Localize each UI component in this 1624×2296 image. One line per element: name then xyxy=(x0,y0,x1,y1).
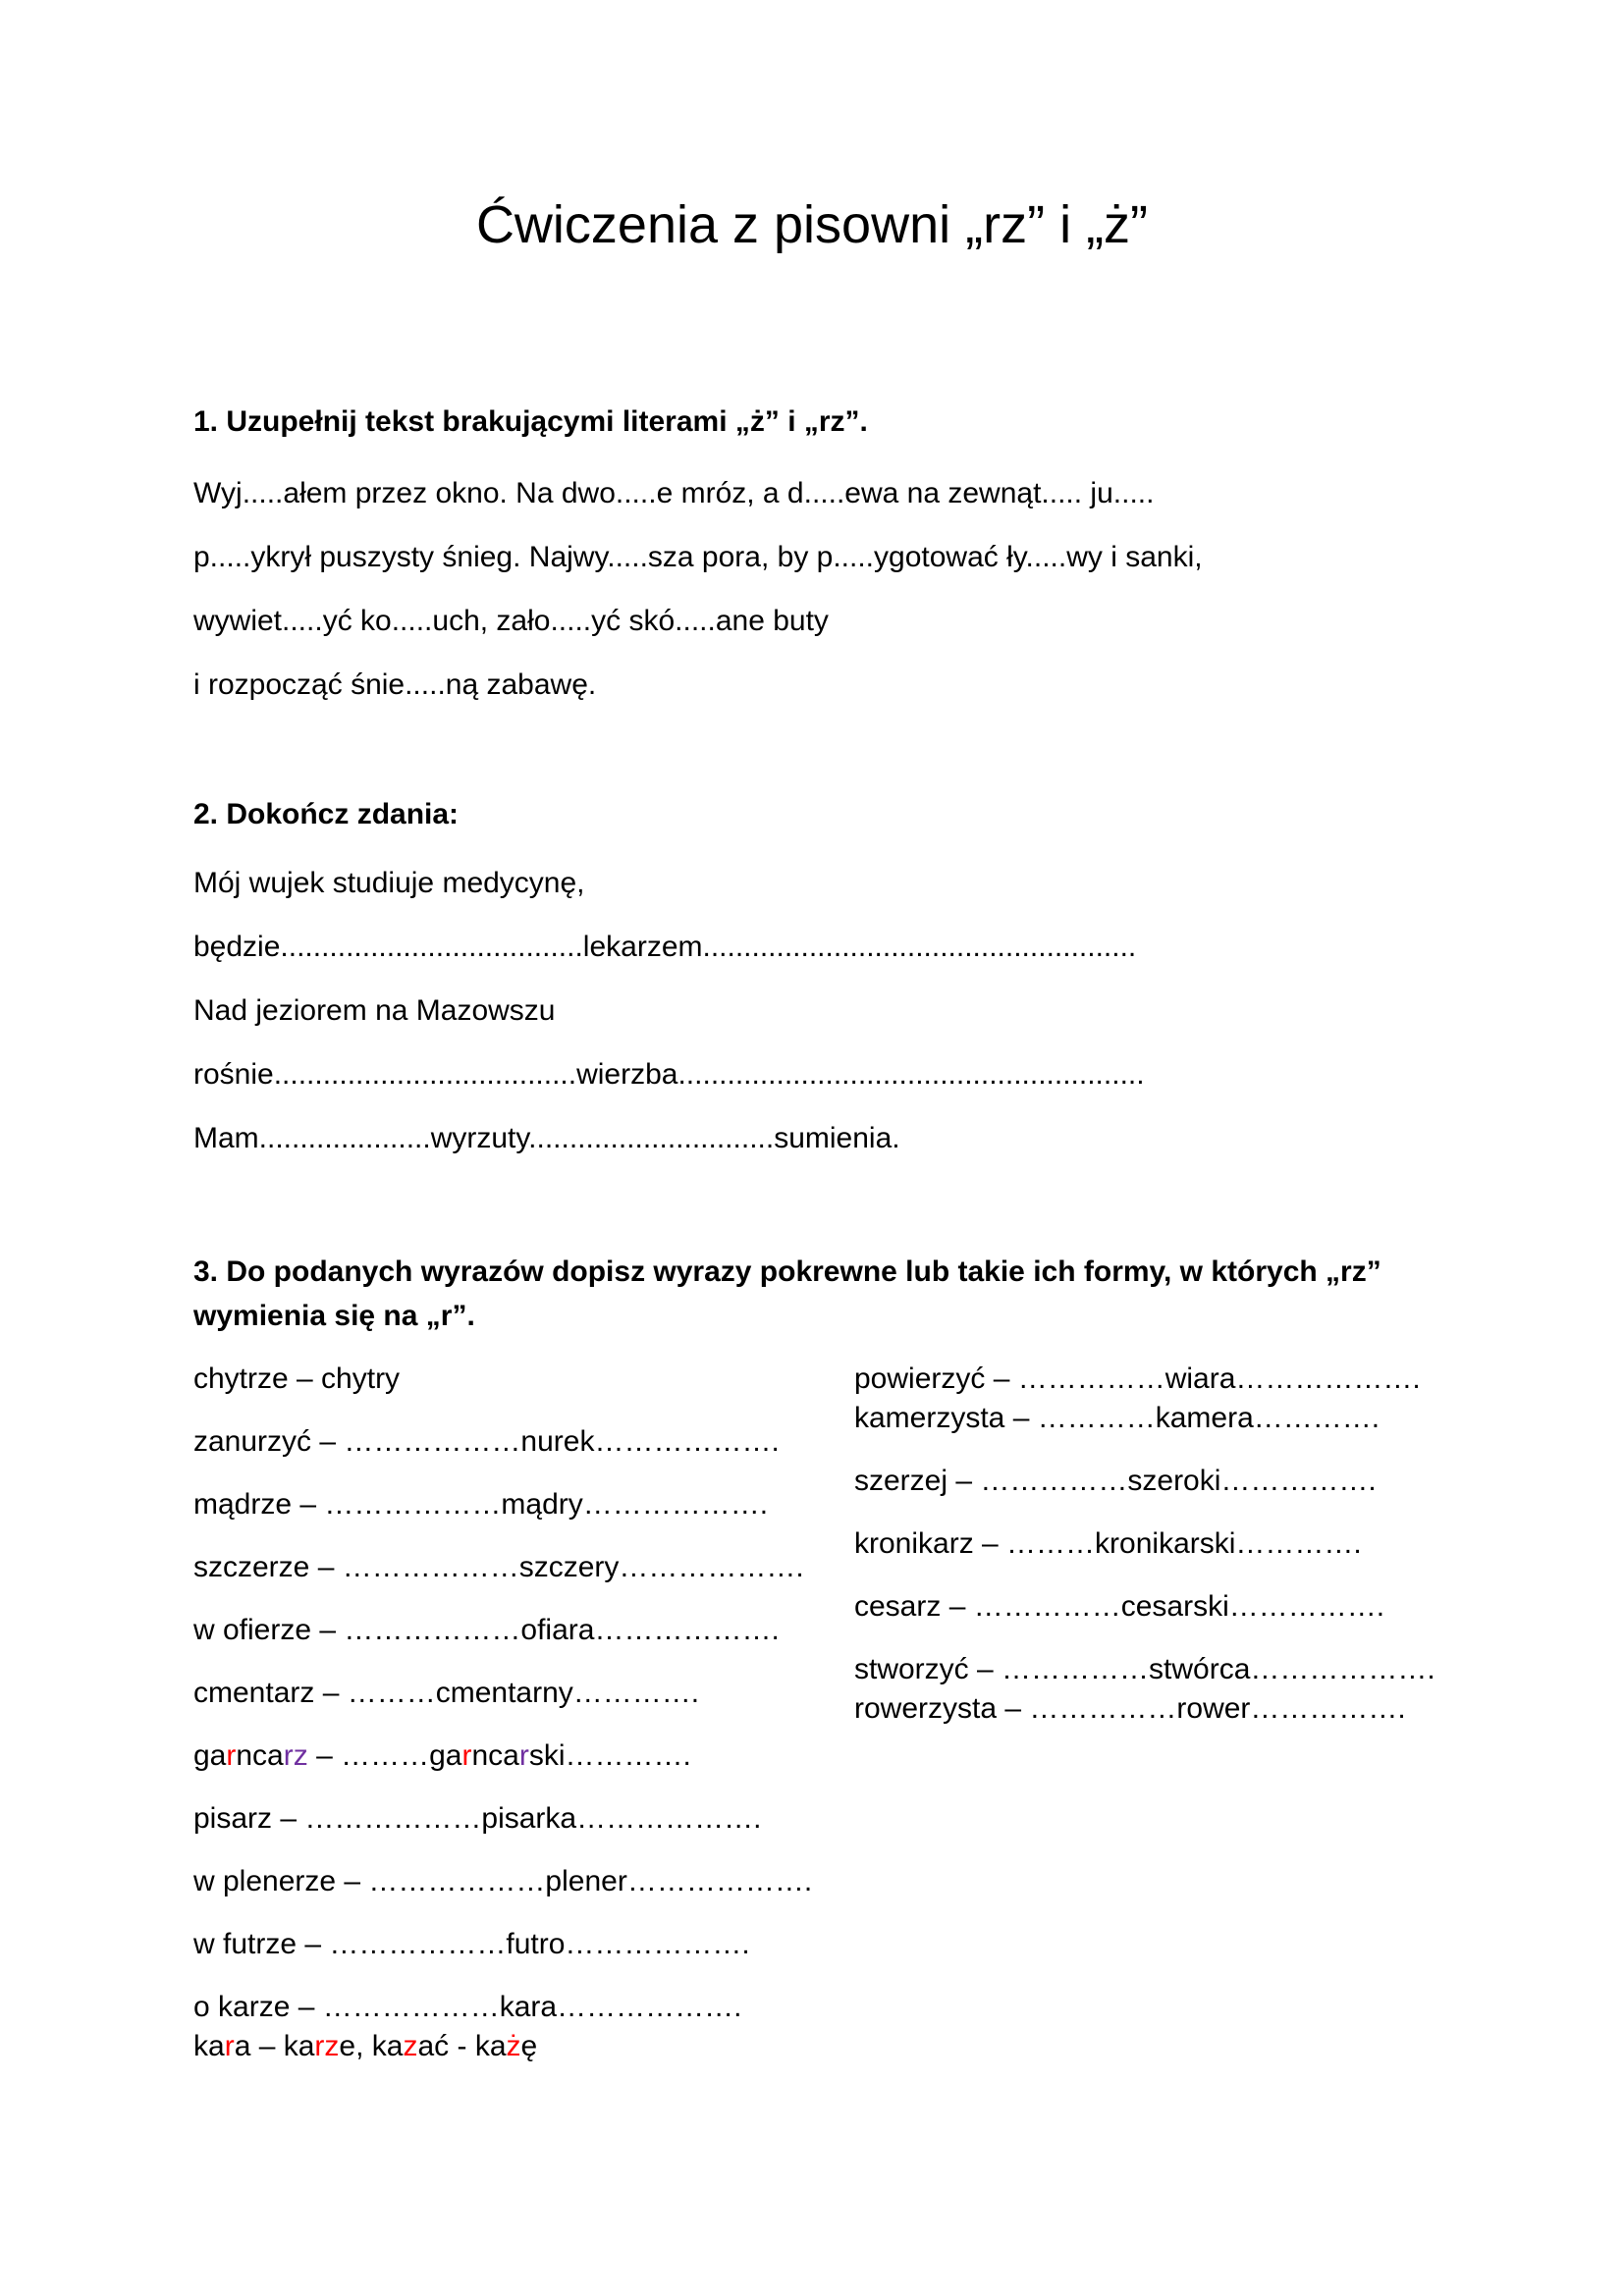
red-letter: r xyxy=(224,2030,235,2062)
paragraph xyxy=(193,1925,854,1964)
text-line: powierzyć – ……………wiara………………. xyxy=(854,1362,1421,1395)
paragraph xyxy=(193,474,1431,513)
text-line: Mam.....................wyrzuty..............................sumienia. xyxy=(193,1122,900,1154)
paragraph xyxy=(193,1674,854,1713)
text-line: będzie.....................................lekarzem..................................................... xyxy=(193,931,1137,963)
purple-letter: rz xyxy=(283,1739,308,1772)
exercise-3-columns xyxy=(193,1360,1435,2090)
text-line: cesarz – ……………cesarski……………. xyxy=(854,1590,1385,1623)
text-line: w futrze – ………………futro………………. xyxy=(193,1928,750,1960)
paragraph xyxy=(193,1736,854,1776)
text-line: o karze – ………………kara………………. xyxy=(193,1991,742,2023)
text-line: cmentarz – ………cmentarny…………. xyxy=(193,1677,700,1709)
text-segment: ski…………. xyxy=(528,1739,691,1772)
text-line xyxy=(193,1736,854,1776)
exercise-2-heading: 2. Dokończ zdania: xyxy=(193,798,460,830)
exercise-3 xyxy=(193,1250,1435,2090)
paragraph xyxy=(193,1862,854,1901)
text-segment: a – ka xyxy=(234,2030,315,2062)
paragraph xyxy=(193,1485,854,1524)
paragraph xyxy=(854,1650,1435,1729)
paragraph xyxy=(193,1611,854,1650)
text-segment: ga xyxy=(193,1739,227,1772)
paragraph xyxy=(193,1119,1431,1158)
paragraph xyxy=(193,666,1431,705)
text-line xyxy=(193,2027,854,2066)
text-line: wywiet.....yć ko.....uch, zało.....yć skó.....ane buty xyxy=(193,605,829,637)
text-line: rowerzysta – ……………rower……………. xyxy=(854,1692,1406,1725)
paragraph xyxy=(193,1055,1431,1095)
text-line: chytrze – chytry xyxy=(193,1362,401,1395)
text-segment: nca xyxy=(471,1739,519,1772)
exercise-1-body xyxy=(193,474,1431,705)
red-letter: r xyxy=(461,1739,472,1772)
text-segment: ę xyxy=(520,2030,538,2062)
text-segment: ać - ka xyxy=(417,2030,507,2062)
text-line: Nad jeziorem na Mazowszu xyxy=(193,994,556,1027)
paragraph xyxy=(193,1422,854,1462)
text-line: Wyj.....ałem przez okno. Na dwo.....e mróz, a d.....ewa na zewnąt..... ju..... xyxy=(193,477,1155,509)
text-line: stworzyć – ……………stwórca………………. xyxy=(854,1653,1435,1685)
text-line: w plenerze – ………………plener………………. xyxy=(193,1865,813,1897)
exercise-3-left-column xyxy=(193,1360,854,2090)
text-line: pisarz – ………………pisarka………………. xyxy=(193,1802,762,1835)
text-line: kamerzysta – …………kamera…………. xyxy=(854,1402,1380,1434)
exercise-3-heading-line-1: 3. Do podanych wyrazów dopisz wyrazy pokrewne lub takie ich formy, w których „rz” xyxy=(193,1255,1381,1288)
text-line: kronikarz – ………kronikarski…………. xyxy=(854,1527,1362,1560)
paragraph xyxy=(193,1360,854,1399)
exercise-3-right-column xyxy=(854,1360,1435,2090)
paragraph xyxy=(193,864,1431,903)
text-segment: – ………ga xyxy=(307,1739,462,1772)
paragraph xyxy=(854,1360,1431,1438)
text-segment: e, ka xyxy=(339,2030,404,2062)
purple-letter: r xyxy=(518,1739,529,1772)
paragraph xyxy=(854,1462,1431,1501)
exercise-3-heading-line-2: wymienia się na „r”. xyxy=(193,1300,475,1332)
text-line: i rozpocząć śnie.....ną zabawę. xyxy=(193,668,597,701)
paragraph xyxy=(193,538,1431,577)
text-segment: nca xyxy=(236,1739,284,1772)
exercise-2-body xyxy=(193,864,1431,1158)
paragraph xyxy=(193,1988,854,2066)
paragraph xyxy=(193,1799,854,1839)
red-letter: rz xyxy=(314,2030,340,2062)
text-line: rośnie.....................................wierzba......................................................... xyxy=(193,1058,1145,1091)
red-letter: ż xyxy=(506,2030,521,2062)
paragraph xyxy=(854,1587,1431,1627)
paragraph xyxy=(193,602,1431,641)
text-segment: ka xyxy=(193,2030,225,2062)
page-title: Ćwiczenia z pisowni „rz” i „ż” xyxy=(475,195,1149,254)
text-line: mądrze – ………………mądry………………. xyxy=(193,1488,769,1521)
text-line: w ofierze – ………………ofiara………………. xyxy=(193,1614,780,1646)
paragraph xyxy=(193,1548,854,1587)
exercise-2 xyxy=(193,795,1431,1158)
text-line: szczerze – ………………szczery………………. xyxy=(193,1551,804,1583)
text-line: szerzej – ……………szeroki……………. xyxy=(854,1465,1377,1497)
exercise-1-heading: 1. Uzupełnij tekst brakującymi literami „ż” i „rz”. xyxy=(193,405,868,438)
paragraph xyxy=(193,928,1431,967)
text-line: zanurzyć – ………………nurek………………. xyxy=(193,1425,780,1458)
text-line: p.....ykrył puszysty śnieg. Najwy.....sza pora, by p.....ygotować ły.....wy i sanki, xyxy=(193,541,1203,573)
text-line: Mój wujek studiuje medycynę, xyxy=(193,867,585,899)
paragraph xyxy=(193,991,1431,1031)
red-letter: z xyxy=(403,2030,418,2062)
paragraph xyxy=(854,1524,1431,1564)
red-letter: r xyxy=(226,1739,237,1772)
exercise-3-heading xyxy=(193,1250,1431,1338)
exercise-1 xyxy=(193,402,1431,705)
